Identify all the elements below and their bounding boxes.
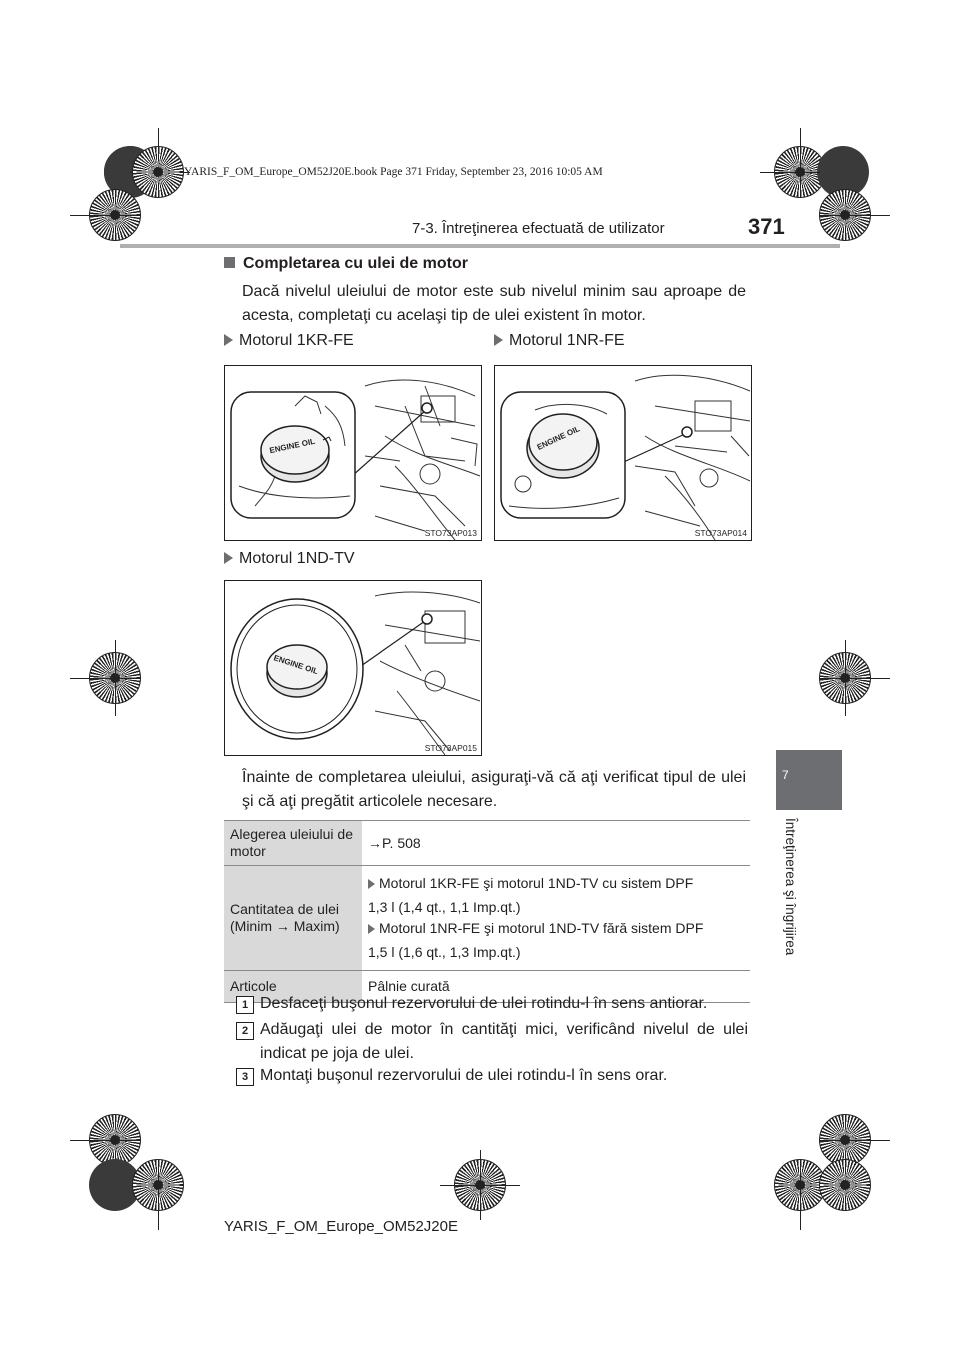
section-title: 7-3. Întreţinerea efectuată de utilizator bbox=[412, 220, 665, 237]
figure-label-1nr bbox=[494, 332, 625, 350]
table-value bbox=[362, 866, 750, 971]
chapter-tab[interactable] bbox=[776, 750, 842, 810]
chapter-number: 7 bbox=[782, 768, 789, 782]
triangle-bullet-icon bbox=[494, 334, 503, 346]
step-number-badge: 1 bbox=[236, 996, 254, 1014]
triangle-bullet-icon bbox=[368, 879, 375, 889]
figure-code: STO73AP013 bbox=[424, 528, 477, 538]
bullet-square-icon bbox=[224, 257, 235, 268]
triangle-bullet-icon bbox=[224, 552, 233, 564]
page-number: 371 bbox=[748, 214, 785, 239]
page-reference-link[interactable]: P. 508 bbox=[382, 834, 421, 851]
figure-1nd-tv bbox=[224, 580, 482, 756]
step-text: Montaţi buşonul rezervorului de ulei rotindu-l în sens orar. bbox=[260, 1067, 668, 1084]
crop-mark bbox=[158, 1160, 159, 1230]
figure-1nr-fe bbox=[494, 365, 752, 541]
step-number-badge: 2 bbox=[236, 1022, 254, 1040]
figure-label-text: Motorul 1ND-TV bbox=[239, 550, 355, 567]
figure-label-text: Motorul 1NR-FE bbox=[509, 332, 625, 349]
before-refill-paragraph: Înainte de completarea uleiului, asiguraţi-vă că aţi verificat tipul de ulei şi că aţi pregătit articolele necesare. bbox=[242, 769, 746, 810]
figure-label-1kr bbox=[224, 332, 354, 350]
oil-quantity: 1,3 l (1,4 qt., 1,1 Imp.qt.) bbox=[368, 899, 521, 915]
print-stamp: YARIS_F_OM_Europe_OM52J20E.book Page 371 Friday, September 23, 2016 10:05 AM bbox=[184, 166, 603, 178]
reference-arrow: → bbox=[368, 834, 382, 851]
figure-label-1nd bbox=[224, 550, 355, 568]
figure-code: STO73AP015 bbox=[424, 743, 477, 753]
intro-paragraph: Dacă nivelul uleiului de motor este sub nivelul minim sau aproape de acesta, completaţi cu acelaşi tip de ulei existent în motor. bbox=[242, 283, 746, 324]
oil-cap-label: ENGINE OIL bbox=[268, 436, 316, 456]
crop-mark bbox=[845, 640, 846, 716]
table-key: Alegerea uleiului de motor bbox=[224, 821, 362, 866]
crop-mark bbox=[800, 1160, 801, 1230]
triangle-bullet-icon bbox=[224, 334, 233, 346]
crop-mark bbox=[70, 215, 140, 216]
engine-variant: Motorul 1NR-FE şi motorul 1ND-TV fără sistem DPF bbox=[379, 920, 704, 936]
engine-bay-illustration bbox=[225, 366, 481, 540]
heading-text: Completarea cu ulei de motor bbox=[243, 255, 468, 272]
table-key: Articole bbox=[224, 971, 362, 1003]
header-rule bbox=[120, 244, 840, 248]
footer-document-code: YARIS_F_OM_Europe_OM52J20E bbox=[224, 1218, 459, 1235]
oil-spec-table bbox=[224, 820, 750, 1003]
oil-quantity: 1,5 l (1,6 qt., 1,3 Imp.qt.) bbox=[368, 944, 521, 960]
registration-mark-bottom-right bbox=[819, 1159, 871, 1211]
list-item bbox=[368, 918, 744, 939]
crop-mark bbox=[70, 678, 140, 679]
crop-mark bbox=[70, 1140, 140, 1141]
step-number-badge: 3 bbox=[236, 1068, 254, 1086]
figure-1kr-fe bbox=[224, 365, 482, 541]
triangle-bullet-icon bbox=[368, 924, 375, 934]
crop-mark bbox=[115, 640, 116, 716]
table-key: Cantitatea de ulei (Minim → Maxim) bbox=[224, 866, 362, 971]
crop-mark bbox=[820, 1140, 890, 1141]
crop-mark bbox=[820, 678, 890, 679]
engine-bay-illustration bbox=[225, 581, 481, 755]
crop-mark bbox=[480, 1150, 481, 1220]
registration-mark-top-left bbox=[132, 146, 184, 198]
figure-label-text: Motorul 1KR-FE bbox=[239, 332, 354, 349]
engine-bay-illustration bbox=[495, 366, 751, 540]
table-value bbox=[362, 821, 750, 866]
table-row bbox=[224, 821, 750, 866]
figure-code: STO73AP014 bbox=[694, 528, 747, 538]
step-text: Desfaceţi buşonul rezervorului de ulei rotindu-l în sens antiorar. bbox=[260, 995, 708, 1012]
chapter-title-vertical bbox=[782, 818, 802, 978]
section-heading bbox=[224, 255, 468, 273]
table-row bbox=[224, 866, 750, 971]
crop-mark bbox=[800, 128, 801, 198]
oil-cap-label: ENGINE OIL bbox=[535, 424, 582, 452]
chapter-title: Întreţinerea şi îngrijirea bbox=[783, 818, 798, 956]
table-value: Pâlnie curată bbox=[362, 971, 750, 1003]
crop-mark bbox=[760, 172, 820, 173]
list-item bbox=[368, 873, 744, 894]
engine-variant: Motorul 1KR-FE şi motorul 1ND-TV cu sistem DPF bbox=[379, 875, 694, 891]
crop-mark bbox=[820, 215, 890, 216]
oil-cap-label: ENGINE OIL bbox=[272, 653, 320, 677]
step-text: Adăugaţi ulei de motor în cantităţi mici, verificând nivelul de ulei indicat pe joja de ulei. bbox=[260, 1021, 748, 1062]
